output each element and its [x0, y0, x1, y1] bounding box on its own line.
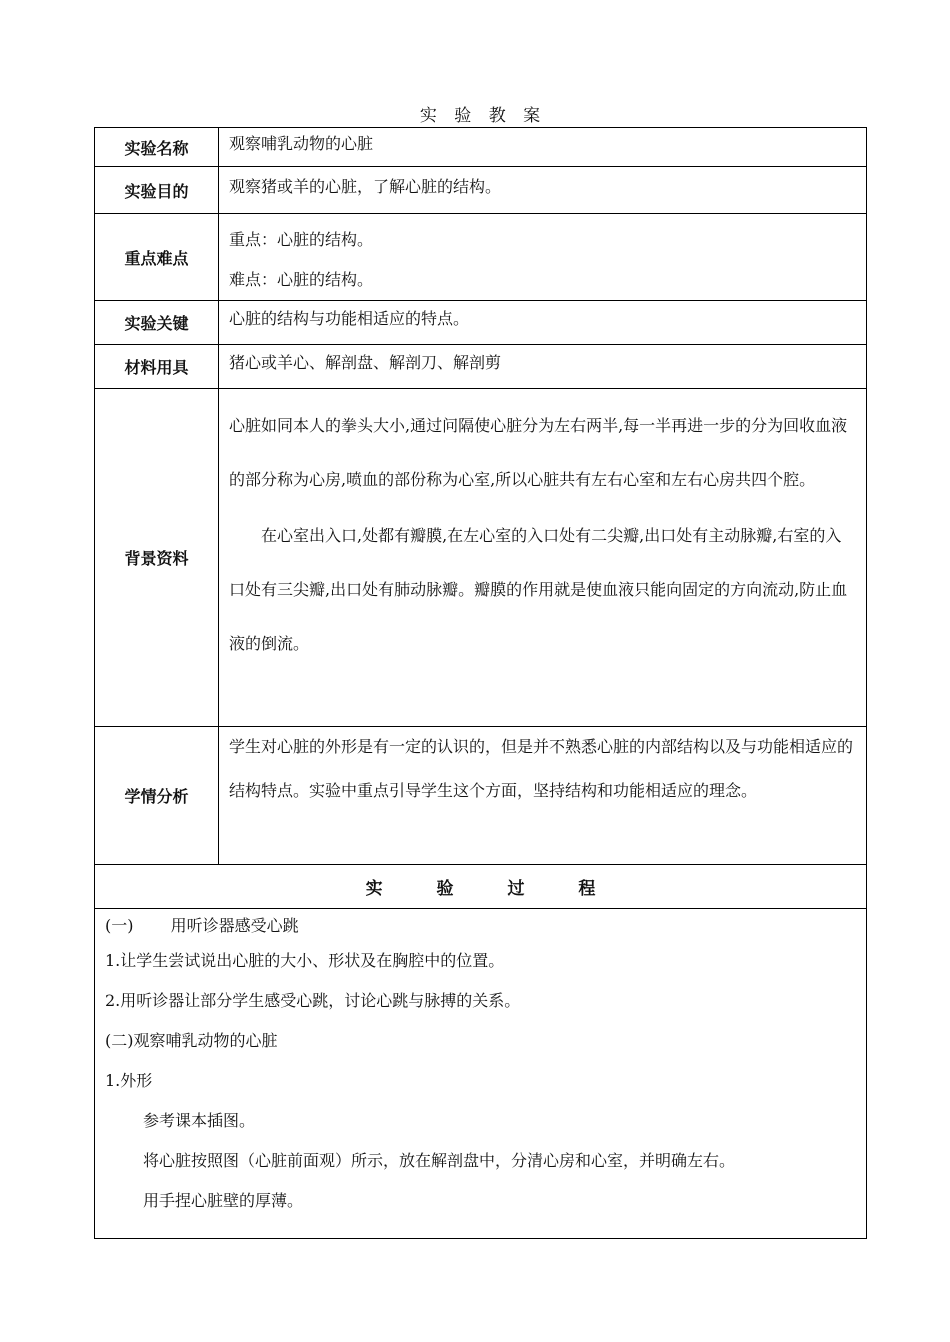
- label-experiment-goal: 实验目的: [95, 167, 219, 214]
- crux-text: 心脏的结构与功能相适应的特点。: [229, 309, 470, 328]
- experiment-name-text: 观察哺乳动物的心脏: [229, 134, 374, 153]
- heading-char-1: 实: [365, 879, 383, 899]
- value-key-points: [219, 214, 867, 301]
- row-experiment-crux: [95, 301, 867, 345]
- process-step-1: 参考课本插图。: [143, 1111, 256, 1130]
- process-item-2-1: 1.外形: [105, 1071, 153, 1090]
- process-step-2: 将心脏按照图（心脏前面观）所示，放在解剖盘中，分清心房和心室，并明确左右。: [143, 1151, 736, 1170]
- process-section-2: (二)观察哺乳动物的心脏: [105, 1031, 278, 1050]
- lesson-plan-table: [94, 127, 867, 1239]
- value-background: [219, 389, 867, 727]
- process-item-1-2: 2.用听诊器让部分学生感受心跳，讨论心跳与脉搏的关系。: [105, 991, 521, 1010]
- materials-text: 猪心或羊心、解剖盘、解剖刀、解剖剪: [229, 353, 502, 372]
- background-paragraph-2: 在心室出入口,处都有瓣膜,在左心室的入口处有二尖瓣,出口处有主动脉瓣,右室的入口处有三尖瓣,出口处有肺动脉瓣。瓣膜的作用就是使血液只能向固定的方向流动,防止血液的倒流。: [229, 526, 848, 653]
- heading-char-2: 验: [436, 879, 454, 899]
- difficulty-text: 难点：心脏的结构。: [229, 270, 374, 289]
- process-section-1: (一) 用听诊器感受心跳: [105, 916, 299, 935]
- focus-text: 重点：心脏的结构。: [229, 230, 374, 249]
- analysis-text: 学生对心脏的外形是有一定的认识的，但是并不熟悉心脏的内部结构以及与功能相适应的结构特点。实验中重点引导学生这个方面，坚持结构和功能相适应的理念。: [229, 737, 854, 800]
- row-experiment-goal: [95, 167, 867, 214]
- row-process-heading: [95, 865, 867, 909]
- row-materials: [95, 345, 867, 389]
- label-experiment-crux: 实验关键: [95, 301, 219, 345]
- row-experiment-name: [95, 128, 867, 167]
- experiment-goal-text: 观察猪或羊的心脏，了解心脏的结构。: [229, 177, 502, 196]
- value-materials: [219, 345, 867, 389]
- row-background: [95, 389, 867, 727]
- row-analysis: [95, 727, 867, 865]
- process-item-1-1: 1.让学生尝试说出心脏的大小、形状及在胸腔中的位置。: [105, 951, 505, 970]
- row-process-body: [95, 909, 867, 1239]
- value-experiment-name: [219, 128, 867, 167]
- heading-char-3: 过: [507, 879, 525, 899]
- label-experiment-name: 实验名称: [95, 128, 219, 167]
- label-materials: 材料用具: [95, 345, 219, 389]
- document-title: 实 验 教 案: [419, 106, 547, 126]
- heading-char-4: 程: [578, 879, 596, 899]
- process-heading: [95, 865, 867, 909]
- label-background: 背景资料: [95, 389, 219, 727]
- label-analysis: 学情分析: [95, 727, 219, 865]
- process-body: [95, 909, 867, 1239]
- value-experiment-goal: [219, 167, 867, 214]
- value-experiment-crux: [219, 301, 867, 345]
- background-paragraph-1: 心脏如同本人的拳头大小,通过问隔使心脏分为左右两半,每一半再进一步的分为回收血液的部分称为心房,喷血的部份称为心室,所以心脏共有左右心室和左右心房共四个腔。: [229, 416, 848, 489]
- label-key-points: 重点难点: [95, 214, 219, 301]
- value-analysis: [219, 727, 867, 865]
- process-step-3: 用手捏心脏壁的厚薄。: [143, 1191, 304, 1210]
- row-key-points: [95, 214, 867, 301]
